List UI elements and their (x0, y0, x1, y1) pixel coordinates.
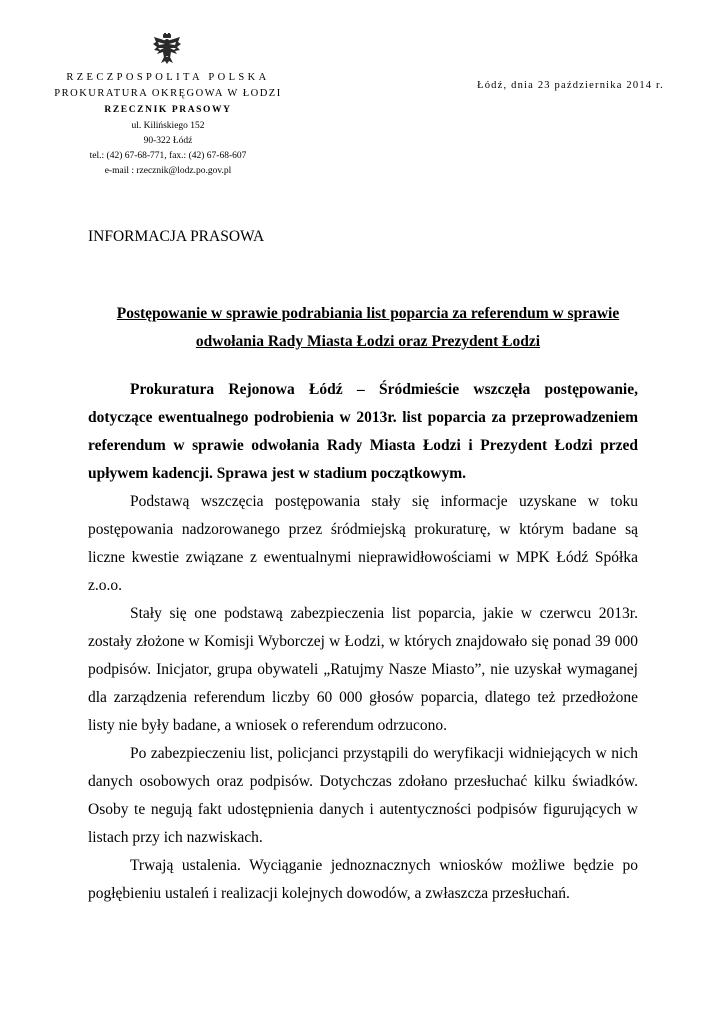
document-body (88, 376, 638, 908)
document-type: INFORMACJA PRASOWA (88, 228, 265, 245)
body-paragraph: Po zabezpieczeniu list, policjanci przystąpili do weryfikacji widniejących w nich danych osobowych oraz podpisów. Dotychczas zdołano przesłuchać kilku świadków. Osoby te negują fakt udostępnienia danych i autentyczności podpisów figurujących w listach przy ich nazwiskach. (88, 745, 638, 846)
document-date: Łódź, dnia 23 października 2014 r. (477, 80, 664, 91)
document-title: Postępowanie w sprawie podrabiania list poparcia za referendum w sprawie odwołania Rady Miasta Łodzi oraz Prezydent Łodzi (116, 305, 620, 350)
body-paragraph: Stały się one podstawą zabezpieczenia list poparcia, jakie w czerwcu 2013r. zostały złożone w Komisji Wyborczej w Łodzi, w których znajdowało się ponad 39 000 podpisów. Inicjator, grupa obywateli „Ratujmy Nasze Miasto”, nie uzyskał wymaganej dla zarządzenia referendum liczby 60 000 głosów poparcia, dlatego też przedłożone listy nie były badane, a wniosek o referendum odrzucono. (88, 605, 638, 734)
letterhead-email: e-mail : rzecznik@lodz.po.gov.pl (104, 166, 232, 176)
body-paragraph: Podstawą wszczęcia postępowania stały się informacje uzyskane w toku postępowania nadzorowanego przez śródmiejską prokuraturę, w którym badane są liczne kwestie związane z ewentualnymi nieprawidłowościami w MPK Łódź Spółka z.o.o. (88, 493, 638, 594)
letterhead-country: RZECZPOSPOLITA POLSKA (66, 72, 270, 83)
letterhead-phone: tel.: (42) 67-68-771, fax.: (42) 67-68-607 (89, 151, 247, 161)
letterhead (45, 70, 291, 179)
lead-paragraph: Prokuratura Rejonowa Łódź – Śródmieście wszczęła postępowanie, dotyczące ewentualnego podrobienia w 2013r. list poparcia za przeprowadzeniem referendum w sprawie odwołania Rady Miasta Łodzi i Prezydent Łodzi przed upływem kadencji. Sprawa jest w stadium początkowym. (88, 381, 638, 482)
letterhead-office: PROKURATURA OKRĘGOWA W ŁODZI (54, 88, 282, 99)
polish-eagle-emblem-icon (152, 33, 182, 65)
letterhead-street: ul. Kilińskiego 152 (131, 121, 205, 131)
letterhead-city: 90-322 Łódź (143, 136, 193, 146)
body-paragraph: Trwają ustalenia. Wyciąganie jednoznacznych wniosków możliwe będzie po pogłębieniu ustaleń i realizacji kolejnych dowodów, a zwłaszcza przesłuchań. (88, 857, 638, 902)
letterhead-department: RZECZNIK PRASOWY (104, 105, 232, 115)
